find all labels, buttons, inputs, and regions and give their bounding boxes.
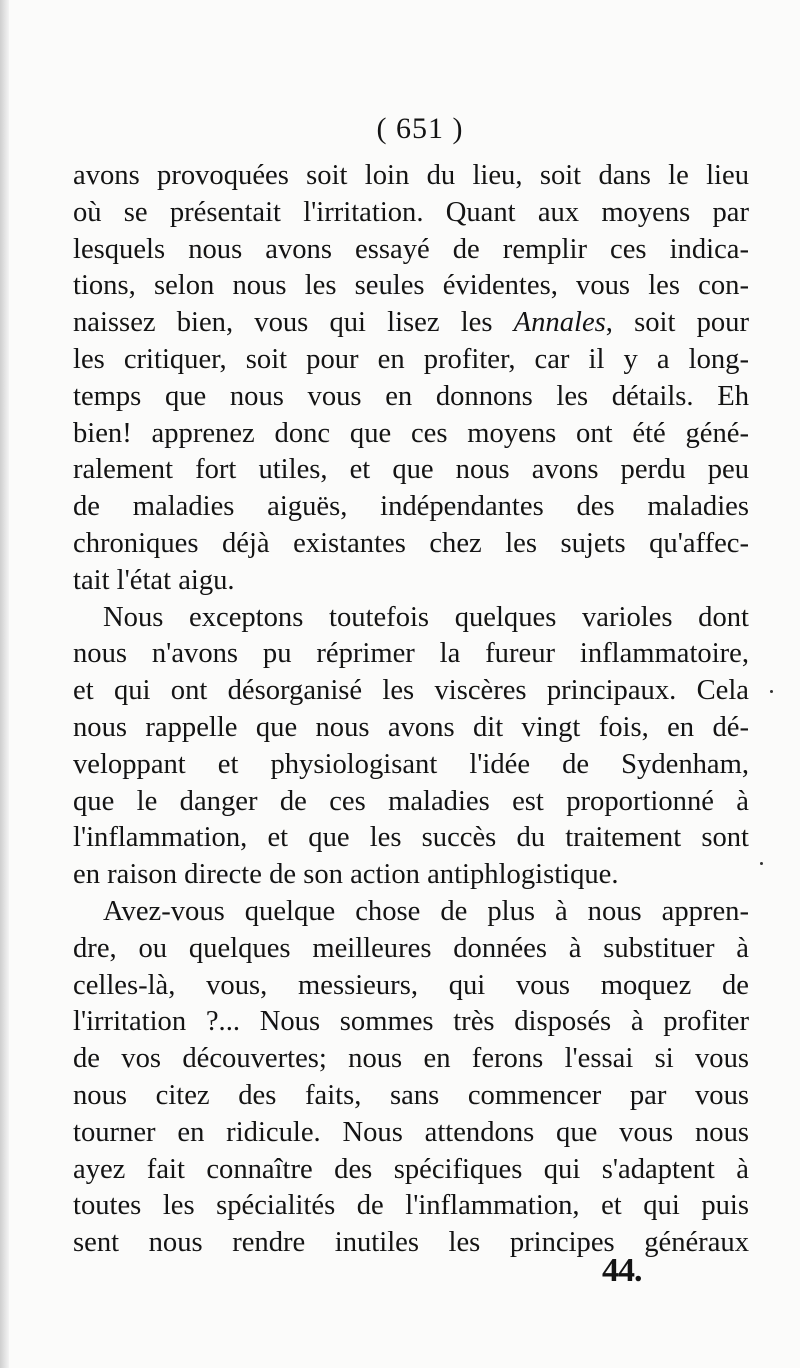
- text-line: veloppant et physiologisant l'idée de Sydenham,: [73, 748, 749, 780]
- text-line: l'inflammation, et que les succès du traitement sont: [73, 822, 749, 854]
- text-line: bien! apprenez donc que ces moyens ont été géné-: [73, 417, 749, 449]
- printer-signature-mark: 44.: [602, 1252, 642, 1289]
- body-text: [73, 158, 749, 1262]
- text-line: temps que nous vous en donnons les détails. Eh: [73, 380, 749, 412]
- text-line: celles-là, vous, messieurs, qui vous moquez de: [73, 969, 749, 1001]
- text-line: toutes les spécialités de l'inflammation, et qui puis: [73, 1190, 749, 1222]
- print-speck: [770, 690, 773, 693]
- text-line: sent nous rendre inutiles les principes généraux: [73, 1227, 749, 1259]
- text-line: Avez-vous quelque chose de plus à nous appren-: [103, 895, 749, 927]
- paragraph-1: [73, 158, 749, 600]
- text-line: tourner en ridicule. Nous attendons que vous nous: [73, 1116, 749, 1148]
- text-line: en raison directe de son action antiphlogistique.: [73, 859, 619, 891]
- text-line: les critiquer, soit pour en profiter, car il y a long-: [73, 343, 749, 375]
- text-line: Nous exceptons toutefois quelques varioles dont: [103, 601, 749, 633]
- text-line: où se présentait l'irritation. Quant aux moyens par: [73, 196, 749, 228]
- print-speck: [760, 862, 763, 865]
- text-line: que le danger de ces maladies est proportionné à: [73, 785, 749, 817]
- page-number: ( 651 ): [376, 112, 464, 145]
- text-line: ayez fait connaître des spécifiques qui s'adaptent à: [73, 1153, 749, 1185]
- text-line: dre, ou quelques meilleures données à substituer à: [73, 932, 749, 964]
- text-line-with-italic: naissez bien, vous qui lisez les Annales, soit pour: [73, 307, 750, 339]
- text-line: tions, selon nous les seules évidentes, vous les con-: [73, 270, 749, 302]
- text-line: ralement fort utiles, et que nous avons perdu peu: [73, 454, 749, 486]
- text-line: nous citez des faits, sans commencer par vous: [73, 1079, 749, 1111]
- text-line: avons provoquées soit loin du lieu, soit dans le lieu: [73, 160, 749, 191]
- paragraph-3: [73, 894, 749, 1262]
- italic-journal-title: Annales: [513, 307, 606, 339]
- text-line: tait l'état aigu.: [73, 564, 235, 596]
- text-line: lesquels nous avons essayé de remplir ces indica-: [73, 233, 749, 265]
- text-line: de vos découvertes; nous en ferons l'essai si vous: [73, 1043, 749, 1075]
- text-line: de maladies aiguës, indépendantes des maladies: [73, 491, 749, 523]
- text-line: nous rappelle que nous avons dit vingt fois, en dé-: [73, 711, 749, 743]
- page-edge-shadow: [0, 0, 9, 1368]
- paragraph-2: [73, 600, 749, 894]
- text-line: nous n'avons pu réprimer la fureur inflammatoire,: [73, 638, 749, 670]
- text-line: l'irritation ?... Nous sommes très disposés à profiter: [73, 1006, 749, 1038]
- text-line: et qui ont désorganisé les viscères principaux. Cela: [73, 675, 749, 707]
- text-line: chroniques déjà existantes chez les sujets qu'affec-: [73, 527, 749, 559]
